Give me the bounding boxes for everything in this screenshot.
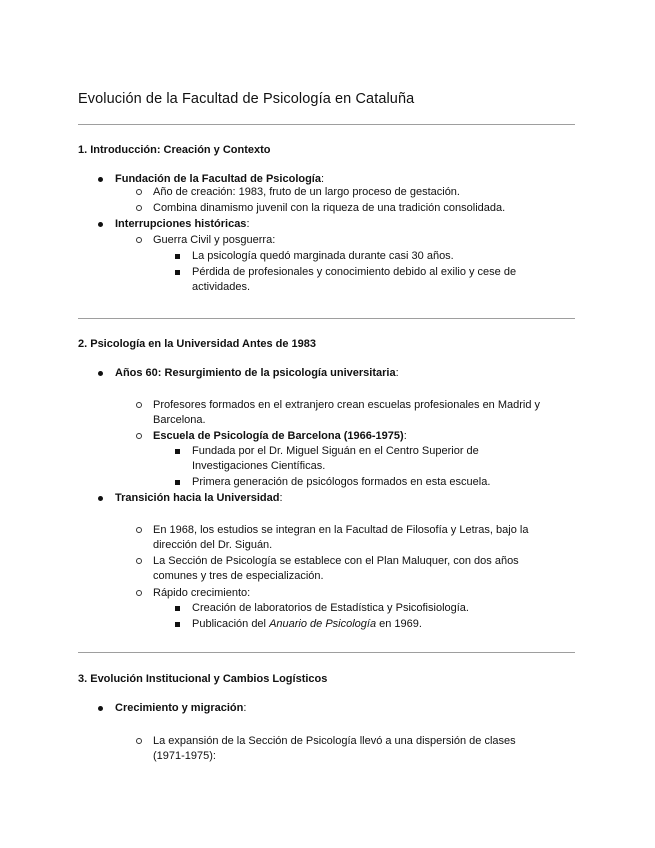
section-3-heading: 3. Evolución Institucional y Cambios Logísticos bbox=[78, 673, 328, 685]
list-item: La psicología quedó marginada durante casi 30 años. bbox=[192, 250, 454, 262]
horizontal-rule bbox=[78, 652, 575, 653]
bullet-square-icon bbox=[175, 480, 180, 485]
section-2-heading: 2. Psicología en la Universidad Antes de 1983 bbox=[78, 338, 317, 350]
list-item: Creación de laboratorios de Estadística y Psicofisiología. bbox=[192, 602, 469, 614]
list-item: Primera generación de psicólogos formados en esta escuela. bbox=[192, 476, 491, 488]
bullet-circle-icon bbox=[136, 205, 142, 211]
bullet-circle-icon bbox=[136, 527, 142, 533]
list-item: La expansión de la Sección de Psicología llevó a una dispersión de clases bbox=[153, 735, 516, 747]
document-title: Evolución de la Facultad de Psicología en Cataluña bbox=[78, 91, 415, 107]
bullet-square-icon bbox=[175, 270, 180, 275]
list-item-label: Años 60: Resurgimiento de la psicología universitaria bbox=[115, 367, 396, 379]
list-item-continuation: (1971-1975): bbox=[153, 750, 216, 762]
horizontal-rule bbox=[78, 124, 575, 125]
list-item: Fundada por el Dr. Miguel Siguán en el Centro Superior de bbox=[192, 445, 479, 457]
list-item-suffix: : bbox=[395, 367, 399, 379]
list-item-continuation: Barcelona. bbox=[153, 414, 206, 426]
bullet-circle-icon bbox=[136, 402, 142, 408]
list-item-suffix: : bbox=[246, 218, 250, 230]
bullet-circle-icon bbox=[136, 189, 142, 195]
list-item-continuation: actividades. bbox=[192, 281, 251, 293]
bullet-dot-icon bbox=[98, 222, 103, 227]
list-item-label: Interrupciones históricas bbox=[115, 218, 247, 230]
bullet-dot-icon bbox=[98, 496, 103, 501]
list-item-text: en 1969. bbox=[376, 618, 422, 630]
bullet-circle-icon bbox=[136, 738, 142, 744]
list-item-label: Crecimiento y migración bbox=[115, 702, 244, 714]
list-item-suffix: : bbox=[243, 702, 247, 714]
bullet-circle-icon bbox=[136, 590, 142, 596]
list-item: En 1968, los estudios se integran en la Facultad de Filosofía y Letras, bajo la bbox=[153, 524, 529, 536]
bullet-dot-icon bbox=[98, 177, 103, 182]
list-item-suffix: : bbox=[320, 173, 325, 185]
list-item-suffix: : bbox=[279, 492, 283, 504]
list-item-transicion bbox=[115, 491, 283, 507]
list-item-continuation: dirección del Dr. Siguán. bbox=[153, 539, 273, 551]
bullet-square-icon bbox=[175, 254, 180, 259]
bullet-circle-icon bbox=[136, 433, 142, 439]
list-item-crecimiento bbox=[115, 701, 246, 717]
bullet-circle-icon bbox=[136, 558, 142, 564]
horizontal-rule bbox=[78, 318, 575, 319]
list-item-label: Escuela de Psicología de Barcelona (1966-1975) bbox=[153, 430, 404, 442]
bullet-square-icon bbox=[175, 449, 180, 454]
bullet-square-icon bbox=[175, 606, 180, 611]
list-item: La Sección de Psicología se establece con el Plan Maluquer, con dos años bbox=[153, 555, 519, 567]
bullet-dot-icon bbox=[98, 706, 103, 711]
journal-title: Anuario de Psicología bbox=[269, 618, 377, 630]
list-item: Pérdida de profesionales y conocimiento debido al exilio y cese de bbox=[192, 266, 517, 278]
list-item-escuela bbox=[153, 429, 407, 445]
section-1-heading: 1. Introducción: Creación y Contexto bbox=[78, 144, 271, 156]
list-item-suffix: : bbox=[403, 430, 407, 442]
list-item: Rápido crecimiento: bbox=[153, 587, 251, 599]
list-item: Año de creación: 1983, fruto de un largo proceso de gestación. bbox=[153, 186, 460, 198]
list-item-text: Publicación del bbox=[192, 618, 270, 630]
list-item-label: Transición hacia la Universidad bbox=[115, 492, 280, 504]
list-item: Profesores formados en el extranjero crean escuelas profesionales en Madrid y bbox=[153, 399, 541, 411]
bullet-dot-icon bbox=[98, 371, 103, 376]
list-item: Combina dinamismo juvenil con la riqueza de una tradición consolidada. bbox=[153, 202, 506, 214]
list-item-continuation: comunes y tres de especialización. bbox=[153, 570, 324, 582]
list-item: Guerra Civil y posguerra: bbox=[153, 234, 276, 246]
list-item-anos-60 bbox=[115, 366, 399, 382]
list-item-label: Fundación de la Facultad de Psicología bbox=[115, 173, 321, 185]
list-item-interrupciones bbox=[115, 217, 250, 233]
list-item-publicacion bbox=[192, 617, 422, 633]
list-item-continuation: Investigaciones Científicas. bbox=[192, 460, 326, 472]
bullet-square-icon bbox=[175, 622, 180, 627]
bullet-circle-icon bbox=[136, 237, 142, 243]
